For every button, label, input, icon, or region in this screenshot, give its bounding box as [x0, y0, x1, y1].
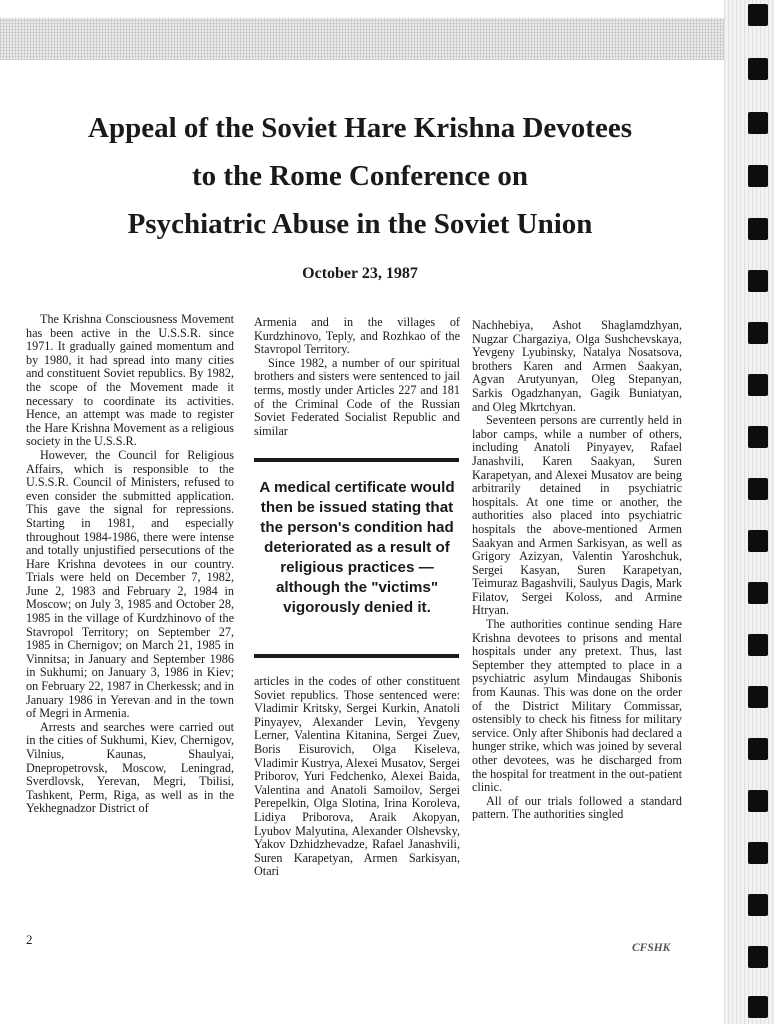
- text-column-2-bottom: [254, 675, 460, 879]
- text-column-1: [26, 313, 234, 816]
- pullquote-rule-bottom: [254, 654, 459, 658]
- binding-ring: [748, 946, 768, 968]
- scan-shading-band: [0, 18, 725, 60]
- title-line-2: to the Rome Conference on: [191, 160, 529, 192]
- paragraph: The Krishna Consciousness Movement has been active in the U.S.S.R. since 1971. It gradually gained momentum and by 1980, it had spread into many cities and constituent Soviet republics. By 1982, the scope of the Movement made it necessary to coordinate its activities. Hence, an attempt was made to register the Hare Krishna Movement as a religious society in the U.S.S.R.: [26, 312, 234, 449]
- binding-ring: [748, 112, 768, 134]
- title-line-1: Appeal of the Soviet Hare Krishna Devotees: [88, 112, 632, 144]
- document-date: October 23, 1987: [302, 265, 418, 282]
- binding-ring: [748, 218, 768, 240]
- paragraph: The authorities continue sending Hare Krishna devotees to prisons and mental hospitals under any pretext. Thus, last September they attempted to place in a psychiatric asylum Mindaugas Shibonis from Kaunas. This was done on the order of the District Military Commissar, ostensibly to check his fitness for military service. Only after Shibonis had declared a hunger strike, which was joined by several other devotees, was he discharged from the hospital for treatment in the out-patient clinic.: [472, 617, 682, 795]
- footer-mark: CFSHK: [632, 942, 671, 954]
- binding-ring: [748, 4, 768, 26]
- binding-ring: [748, 842, 768, 864]
- binding-ring: [748, 426, 768, 448]
- paragraph: All of our trials followed a standard pattern. The authorities singled: [472, 793, 682, 822]
- paragraph: However, the Council for Religious Affairs, which is responsible to the U.S.S.R. Council of Ministers, refused to even consider the submitted application. This gave the signal for repressions. Starting in 1981, and especially throughout 1984-1986, there were intense and totally unjustified persecutions of the Hare Krishna devotees in our country. Trials were held on December 7, 1982, June 2, 1983 and February 2, 1984 in Moscow; on July 3, 1985 and October 28, 1985 in the village of Kurdzhinovo of the Stavropol Territory; on September 27, 1985 in Chernigov; on March 21, 1985 in Vinnitsa; in January and September 1986 in Sukhumi; on January 3, 1986 in Kiev; on February 22, 1987 in Cherkessk; and in January 1986 in Yerevan and in the town of Megri in Armenia.: [26, 447, 234, 721]
- binding-ring: [748, 738, 768, 760]
- spiral-binding: [724, 0, 774, 1024]
- paragraph: Since 1982, a number of our spiritual brothers and sisters were sentenced to jail terms, mostly under Articles 227 and 181 of the Criminal Code of the Russian Soviet Federated Socialist Republic and similar: [254, 355, 460, 438]
- title-line-3: Psychiatric Abuse in the Soviet Union: [127, 208, 593, 240]
- binding-ring: [748, 996, 768, 1018]
- pullquote-rule-top: [254, 458, 459, 462]
- pull-quote: A medical certificate would then be issued stating that the person's condition had deteriorated as a result of religious practices — although the "victims" vigorously denied it.: [259, 479, 455, 616]
- binding-ring: [748, 582, 768, 604]
- binding-ring: [748, 165, 768, 187]
- binding-ring: [748, 58, 768, 80]
- binding-ring: [748, 322, 768, 344]
- text-column-2-top: [254, 316, 460, 438]
- binding-ring: [748, 530, 768, 552]
- binding-ring: [748, 686, 768, 708]
- page-title: [30, 104, 690, 248]
- binding-ring: [748, 790, 768, 812]
- paragraph: Nachhebiya, Ashot Shaglamdzhyan, Nugzar Chargaziya, Olga Sushchevskaya, Yevgeny Lyubinsky, Natalya Nosatsova, brothers Karen and Armen Saakyan, Agvan Arutyunyan, Oleg Stepanyan, Sarkis Ogadzhanyan, Gagik Buniatyan, and Oleg Mkrtchyan.: [472, 318, 682, 414]
- page-number: 2: [26, 932, 33, 947]
- text-column-3: [472, 319, 682, 822]
- paragraph: Armenia and in the villages of Kurdzhinovo, Teply, and Rozhkao of the Stavropol Territory.: [254, 315, 460, 357]
- binding-ring: [748, 634, 768, 656]
- binding-ring: [748, 478, 768, 500]
- paragraph: Arrests and searches were carried out in the cities of Sukhumi, Kiev, Chernigov, Vilnius, Kaunas, Shaulyai, Dnepropetrovsk, Moscow, Leningrad, Sverdlovsk, Yerevan, Megri, Tbilisi, Tashkent, Perm, Riga, as well as in the Yekhegnadzor District of: [26, 719, 234, 816]
- binding-ring: [748, 270, 768, 292]
- binding-ring: [748, 374, 768, 396]
- binding-ring: [748, 894, 768, 916]
- paragraph: articles in the codes of other constituent Soviet republics. Those sentenced were: Vladimir Kritsky, Sergei Kurkin, Anatoli Pinyayev, Alexander Levin, Yevgeny Lerner, Valentina Kitanina, Sergei Zuev, Boris Eisurovich, Olga Kiseleva, Vladimir Kustrya, Alexei Musatov, Sergei Priborov, Yuri Fedchenko, Alexei Baida, Valentina and Anatoli Samoilov, Sergei Perepelkin, Olga Slotina, Irina Koroleva, Lidiya Priborova, Araik Akopyan, Lyubov Malyutina, Alexander Olshevsky, Yakov Dzhidzhevadze, Rafael Janashvili, Suren Karapetyan, Armen Sarkisyan, Otari: [254, 674, 460, 879]
- paragraph: Seventeen persons are currently held in labor camps, while a number of others, including Anatoli Pinyayev, Rafael Janashvili, Karen Saakyan, Suren Karapetyan, and Alexei Musatov are being arbitrarily detained in psychiatric hospitals. At one time or another, the authorities also placed into psychiatric hospitals the above-mentioned Armen Saakyan and Armen Sarkisyan, as well as Grigory Azizyan, Valentin Yaroshchuk, Sergei Kasyan, Suren Karapetyan, Teimuraz Bagashvili, Saulyus Dagis, Mark Filatov, Sergei Koloss, and Armine Htryan.: [472, 413, 682, 618]
